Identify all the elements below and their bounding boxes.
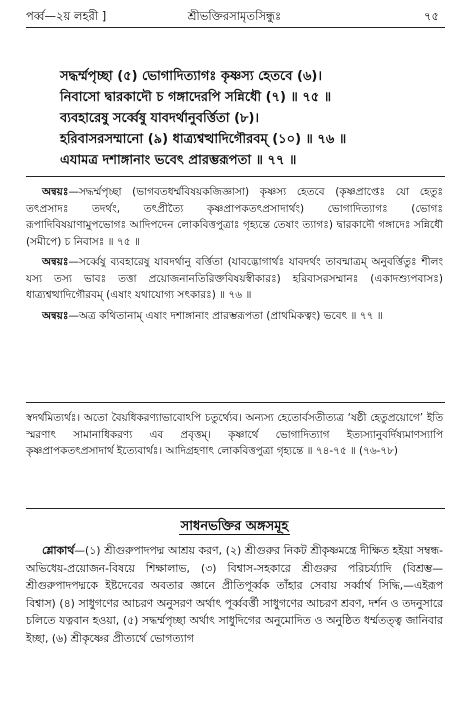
verse-block [60,66,443,171]
commentary-text: —সদ্ধর্ম্মপৃচ্ছা (ভাগবতধর্ম্মবিষয়কজিজ্ঞাসা) কৃষ্ণস্য হেতবে (কৃষ্ণপ্রাপ্তেঃ যো হেতুঃ তৎপ্রসাদঃ তদর্থং, তৎপ্রীত্যৈ কৃষ্ণপ্রাপকতৎপ্রসাদার্থং) ভোগাদিত্যাগঃ (ভোগঃ রূপাদিবিষয়াণামুপভোগঃ আদিপদেন লোকবিত্তপুত্রাঃ গৃহ্যন্তে তেষাং ত্যাগঃ) দ্বারকাদৌ গঙ্গাদেঃ সন্নিধৌ (সমীপে) চ নিবাসঃ ॥ ৭৫ ॥ [26,186,443,248]
shloka-label: শ্লোকার্থ [42,544,75,557]
shloka-text: —(১) শ্রীগুরুপাদপদ্ম আশ্রয় করণ, (২) শ্রীগুরুর নিকট শ্রীকৃষ্ণমন্ত্রে দীক্ষিত হইয়া সম্বন্ধ-অভিধেয়-প্রয়োজন-বিষয়ে শিক্ষালাভ, (৩) বিশ্বাস-সহকারে শ্রীগুরুর পরিচর্য্যাদি (বিশ্রম্ভ—শ্রীগুরুপাদপদ্মকে ইষ্টদেবের অবতার জ্ঞানে প্রীতিপূর্ব্বক তাঁহার সেবায় সর্ব্বার্থ সিদ্ধি,—এইরূপ বিশ্বাস) (৪) সাধুগণের আচরণ অনুসরণ অর্থাৎ পূর্ব্ববর্ত্তী সাধুগণের আচরণ শ্রবণ, দর্শন ও তদনুসারে চলিতে যত্নবান হওয়া, (৫) সদ্ধর্ম্মপৃচ্ছা অর্থাৎ সাধুদিগের অনুমোদিত ও অনুষ্ঠিত ধর্ম্মতত্ত্ব জানিবার ইচ্ছা, (৬) শ্রীকৃষ্ণের প্রীত্যর্থে ভোগত্যাগ [26,544,443,645]
verse-line: হরিবাসরসম্মানো (৯) ধাত্র্যশ্বত্থাদিগৌরবম্ (১০) ॥ ৭৬ ॥ [60,132,347,147]
note-text: স্বদর্থমিত্যর্থঃ। অতো বৈয়ধিকরণ্যাভাবোঽপি চতুর্থ্যেব। অন্যস্য হেতোর্বসতীত্যত্র ‘ষষ্ঠী হেতুপ্রয়োগে’ ইতি স্মরণাৎ সামানাধিকরণ্য এব প্রবৃত্তম্। কৃষ্ণার্থে ভোগাদিত্যাগ ইত্যস্যানুবৰ্দিষ্যমাণস্যাপি কৃষ্ণপ্রাপকতৎপ্রসাদার্থ ইত্যেবার্থঃ। আদিগ্রহণাৎ লোকবিত্তপুত্রা গৃহ্যন্তে ॥ ৭৪-৭৫ ॥ (৭৬-৭৮) [26,412,443,457]
header-rule [26,27,445,28]
commentary-text: —অত্র কথিতানাম্ এষাং দশাঙ্গানাং প্রারম্ভরূপতা (প্রাথমিকত্বং) ভবেৎ ॥ ৭৭ ॥ [68,309,383,322]
commentary-text: —সর্ব্বেষু ব্যবহারেষু যাবদর্থানু বর্ত্তিতা (যাবদ্ভোগার্থঃ যাবদর্থং তাবন্মাত্রম্ অনুবর্ত্তিতুঃ শীলং যস্য তস্য ভাবঃ তত্তা প্রয়োজনানতিরিক্তবিষয়স্বীকারঃ) হরিবাসরসম্মানঃ (একাদশ্যুপবাসঃ) ধাত্র্যশ্বত্থাদিগৌরবম্ (এষাং যথাযোগ্য সৎকারঃ) ॥ ৭৬ ॥ [26,256,443,301]
commentary-block [26,184,443,328]
shloka-block [26,542,443,647]
section-heading [26,517,443,538]
anvaya-label: অন্বয়ঃ [42,186,69,198]
anvaya-label: অন্বয়ঃ [42,256,69,268]
commentary-paragraph [26,184,443,250]
commentary-paragraph [26,254,443,304]
divider [26,402,445,403]
page-number: ৭৫ [424,9,439,23]
note-block [26,410,443,464]
verse-line: নিবাসো দ্বারকাদৌ চ গঙ্গাদেরপি সন্নিধৌ (৭) ॥ ৭৫ ॥ [60,90,332,105]
page-header [26,8,443,28]
divider [26,176,445,177]
header-chapter: পর্ব্ব—২য় লহরী ] [26,9,107,23]
section-heading-text: সাধনভক্তির অঙ্গসমূহ [180,519,289,534]
verse-line: সদ্ধর্ম্মপৃচ্ছা (৫) ভোগাদিত্যাগঃ কৃষ্ণস্য হেতবে (৬)। [60,69,322,84]
verse-line: এযামত্র দশাঙ্গানাং ভবেৎ প্রারম্ভরূপতা ॥ ৭৭ ॥ [60,153,297,168]
divider [26,508,445,509]
header-title: শ্রীভক্তিরসামৃতসিন্ধুঃ [187,9,282,23]
verse-line: ব্যবহারেষু সর্ব্বেষু যাবদর্থানুবর্ত্তিতা (৮)। [60,111,260,126]
commentary-paragraph [26,308,443,325]
anvaya-label: অন্বয়ঃ [42,309,69,322]
